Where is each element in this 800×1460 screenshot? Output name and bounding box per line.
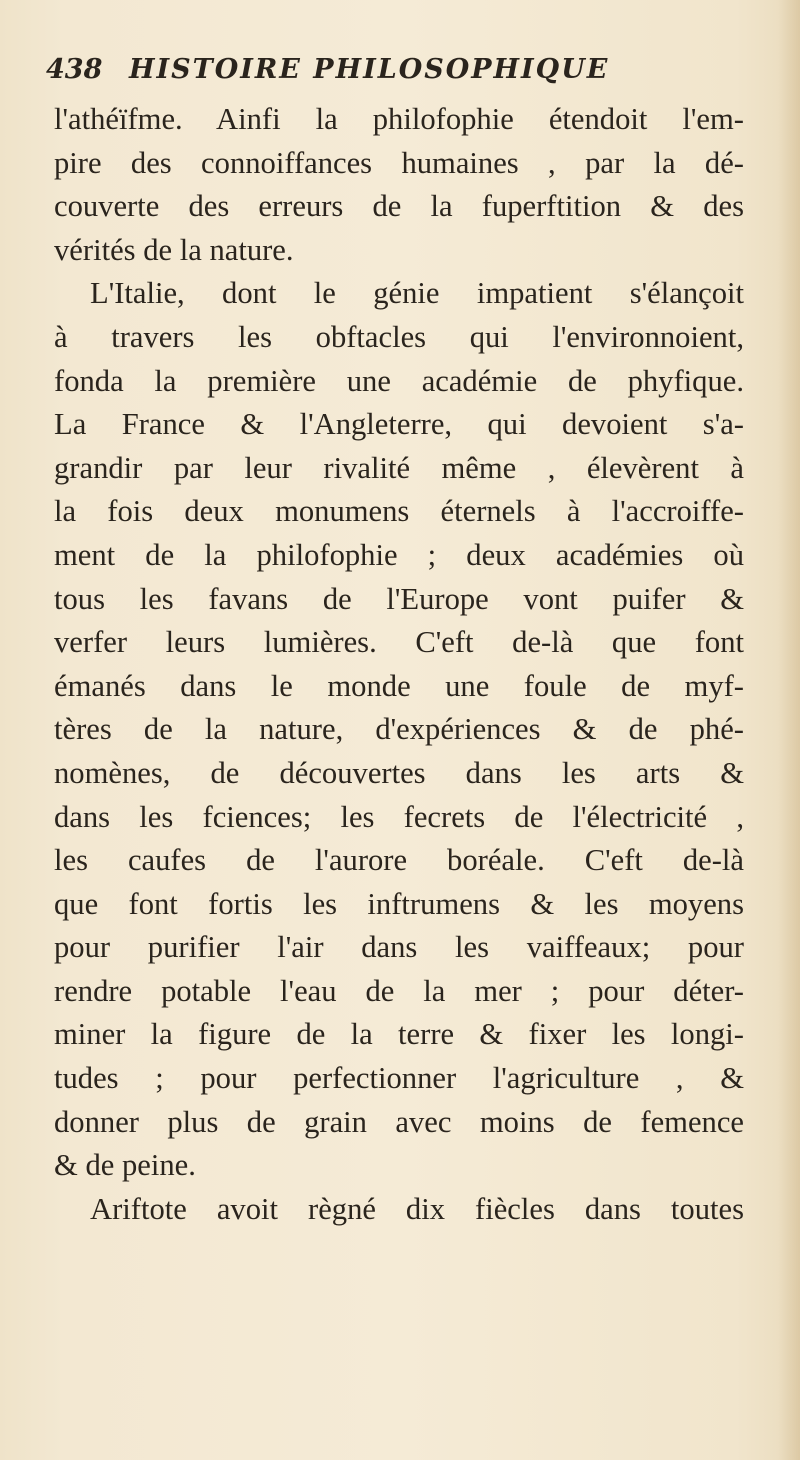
page-number: 438 <box>46 54 103 85</box>
text-line: ment de la philofophie ; deux académies où <box>54 537 744 572</box>
text-line: tudes ; pour perfectionner l'agriculture , & <box>54 1061 744 1096</box>
text-line: émanés dans le monde une foule de myf- <box>54 668 744 703</box>
text-line: à travers les obftacles qui l'environnoient, <box>54 319 744 354</box>
text-line: tères de la nature, d'expériences & de phé- <box>54 712 744 747</box>
text-line: L'Italie, dont le génie impatient s'élançoit <box>90 276 744 311</box>
text-line: pire des connoiffances humaines , par la dé- <box>54 145 744 180</box>
text-line: fonda la première une académie de phyfique. <box>54 363 744 398</box>
text-line: donner plus de grain avec moins de femence <box>54 1104 744 1139</box>
running-header <box>46 50 766 90</box>
text-line: & de peine. <box>54 1148 196 1183</box>
text-line: verfer leurs lumières. C'eft de-là que font <box>54 625 744 660</box>
text-line: Ariftote avoit règné dix fiècles dans toutes <box>90 1191 744 1226</box>
text-line: les caufes de l'aurore boréale. C'eft de-là <box>54 843 744 878</box>
text-line: la fois deux monumens éternels à l'accroiffe- <box>54 494 744 529</box>
text-line: couverte des erreurs de la fuperftition & des <box>54 189 744 224</box>
text-line: l'athéïfme. Ainfi la philofophie étendoit l'em- <box>54 102 744 136</box>
page-edge-shadow <box>778 0 800 1460</box>
text-line: pour purifier l'air dans les vaiffeaux; pour <box>54 930 744 965</box>
text-line: vérités de la nature. <box>54 232 294 267</box>
running-title: HISTOIRE PHILOSOPHIQUE <box>128 54 610 85</box>
text-line: nomènes, de découvertes dans les arts & <box>54 755 744 790</box>
text-line: La France & l'Angleterre, qui devoient s'a- <box>54 407 744 442</box>
body-text <box>54 98 744 1231</box>
text-line: grandir par leur rivalité même , élevèrent à <box>54 450 744 485</box>
text-line: que font fortis les inftrumens & les moyens <box>54 886 744 921</box>
text-line: tous les favans de l'Europe vont puifer & <box>54 581 744 616</box>
text-line: rendre potable l'eau de la mer ; pour déter- <box>54 973 744 1008</box>
text-line: miner la figure de la terre & fixer les longi- <box>54 1017 744 1052</box>
text-line: dans les fciences; les fecrets de l'électricité , <box>54 799 744 834</box>
